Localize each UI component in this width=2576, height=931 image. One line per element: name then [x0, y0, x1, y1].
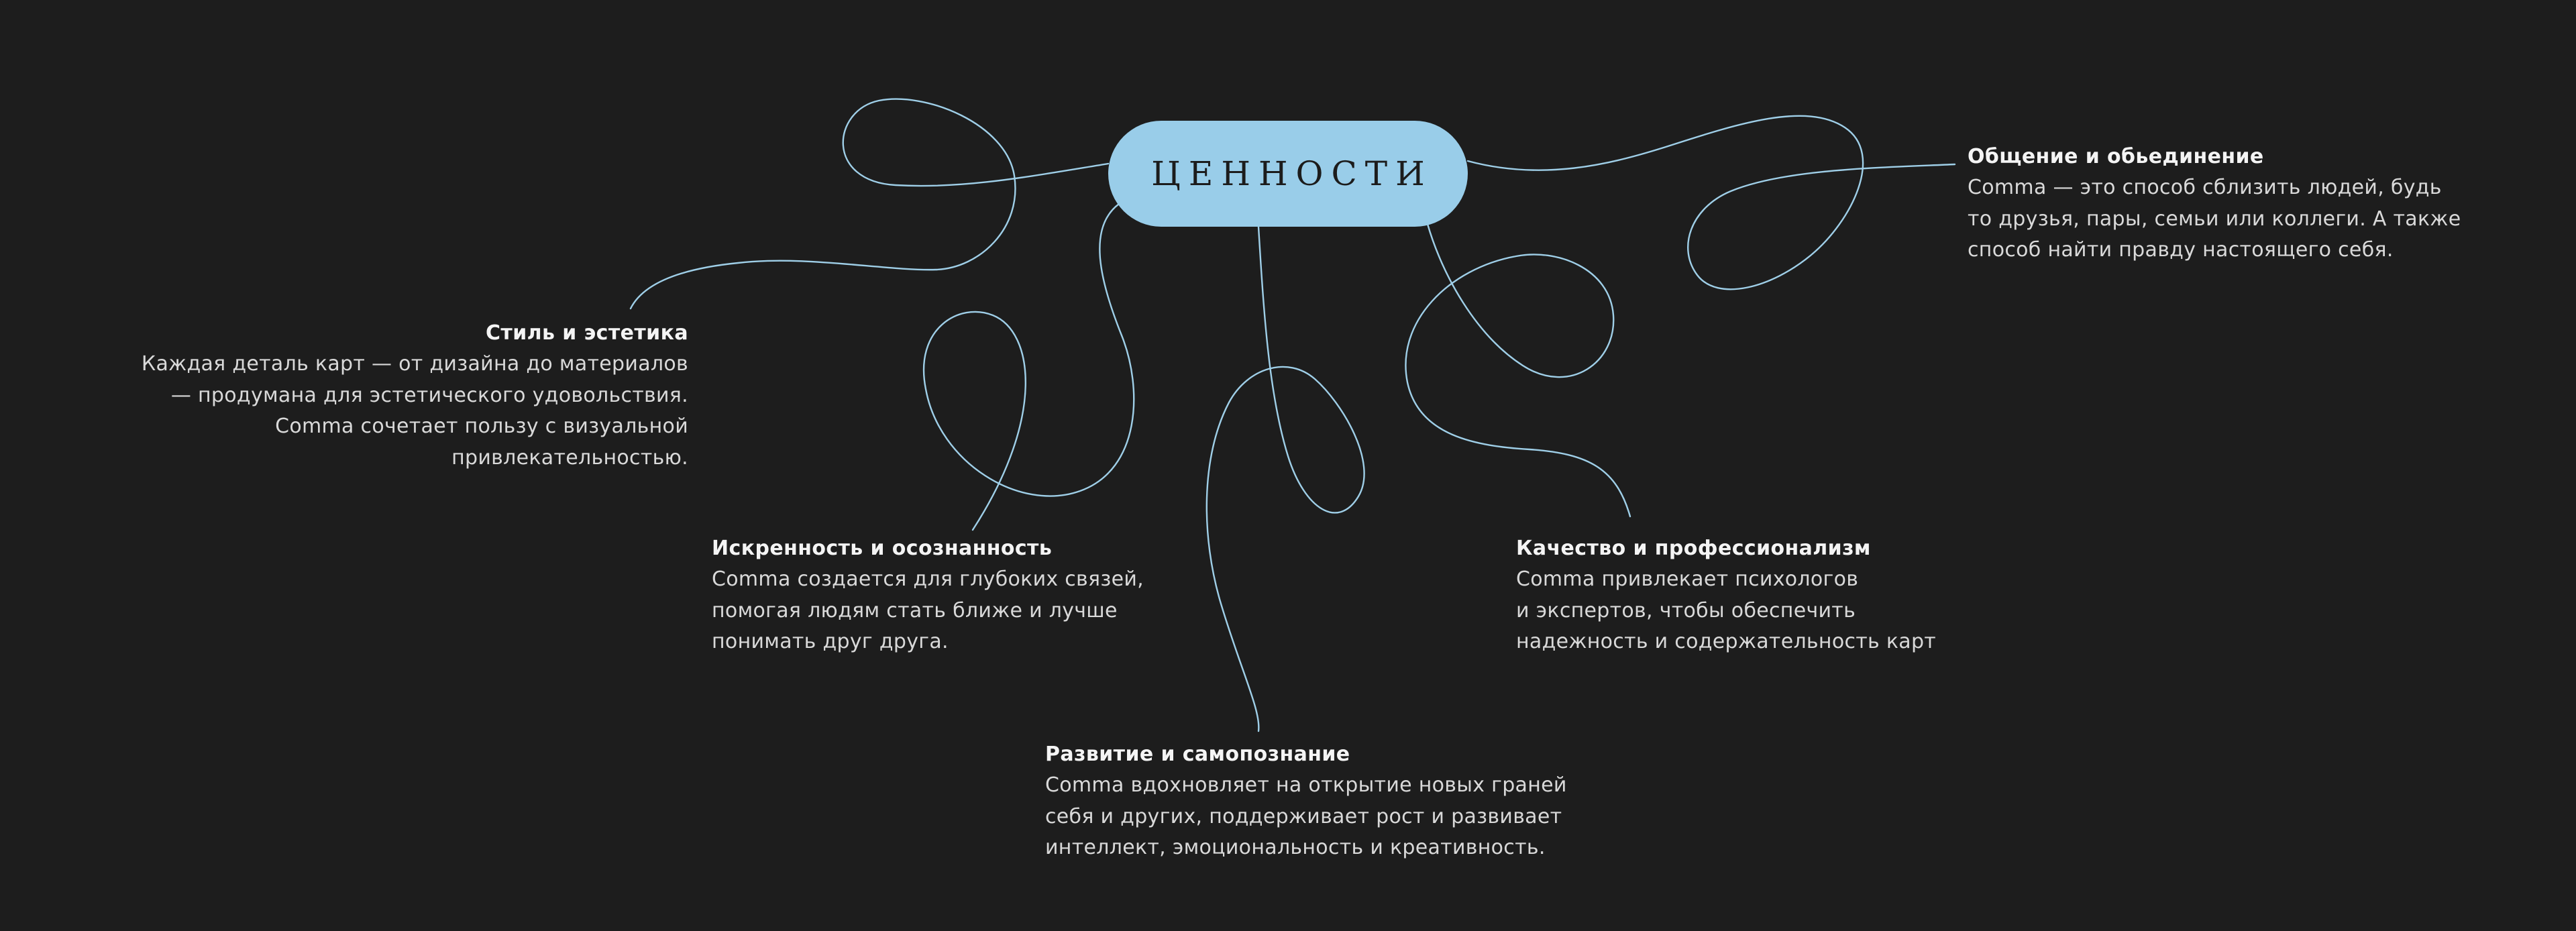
connector-development [1207, 227, 1364, 731]
connector-sincerity [924, 204, 1134, 530]
value-communication [1968, 142, 2518, 266]
value-quality-text: Comma привлекает психологов [1516, 567, 1859, 591]
value-communication-title: Общение и обьединение [1968, 145, 2264, 168]
connector-communication [1468, 116, 1955, 289]
value-quality-text: и экспертов, чтобы обеспечить [1516, 598, 1856, 622]
connector-style [631, 99, 1108, 309]
value-quality [1516, 533, 2026, 658]
value-development-title: Развитие и самопознание [1045, 743, 1350, 766]
value-style-title: Стиль и эстетика [486, 321, 688, 345]
value-style [114, 318, 688, 474]
value-sincerity-title: Искренность и осознанность [712, 537, 1053, 560]
value-communication-text: то друзья, пары, семьи или коллеги. А также [1968, 207, 2461, 231]
value-development-text: интеллект, эмоциональность и креативность. [1045, 836, 1546, 859]
value-style-text: — продумана для эстетического удовольствия. [170, 383, 688, 407]
value-sincerity [712, 533, 1222, 658]
value-communication-text: способ найти правду настоящего себя. [1968, 238, 2394, 262]
value-sincerity-text: понимать друг друга. [712, 630, 949, 653]
center-title: ЦЕННОСТИ [1151, 154, 1433, 193]
value-style-text: Каждая деталь карт — от дизайна до материалов [141, 352, 688, 376]
value-quality-text: надежность и содержательность карт [1516, 630, 1937, 653]
value-quality-title: Качество и профессионализм [1516, 537, 1871, 560]
value-development-text: себя и других, поддерживает рост и развивает [1045, 804, 1562, 828]
value-style-text: привлекательностью. [451, 445, 688, 470]
value-communication-text: Comma — это способ сблизить людей, будь [1968, 176, 2442, 199]
value-development-text: Comma вдохновляет на открытие новых граней [1045, 773, 1567, 797]
value-sincerity-text: Comma создается для глубоких связей, [712, 567, 1144, 591]
value-sincerity-text: помогая людям стать ближе и лучше [712, 598, 1118, 622]
value-development [1045, 739, 1649, 864]
connector-quality [1405, 224, 1630, 516]
value-style-text: Comma сочетает пользу с визуальной [275, 415, 688, 438]
center-pill [1108, 121, 1468, 227]
